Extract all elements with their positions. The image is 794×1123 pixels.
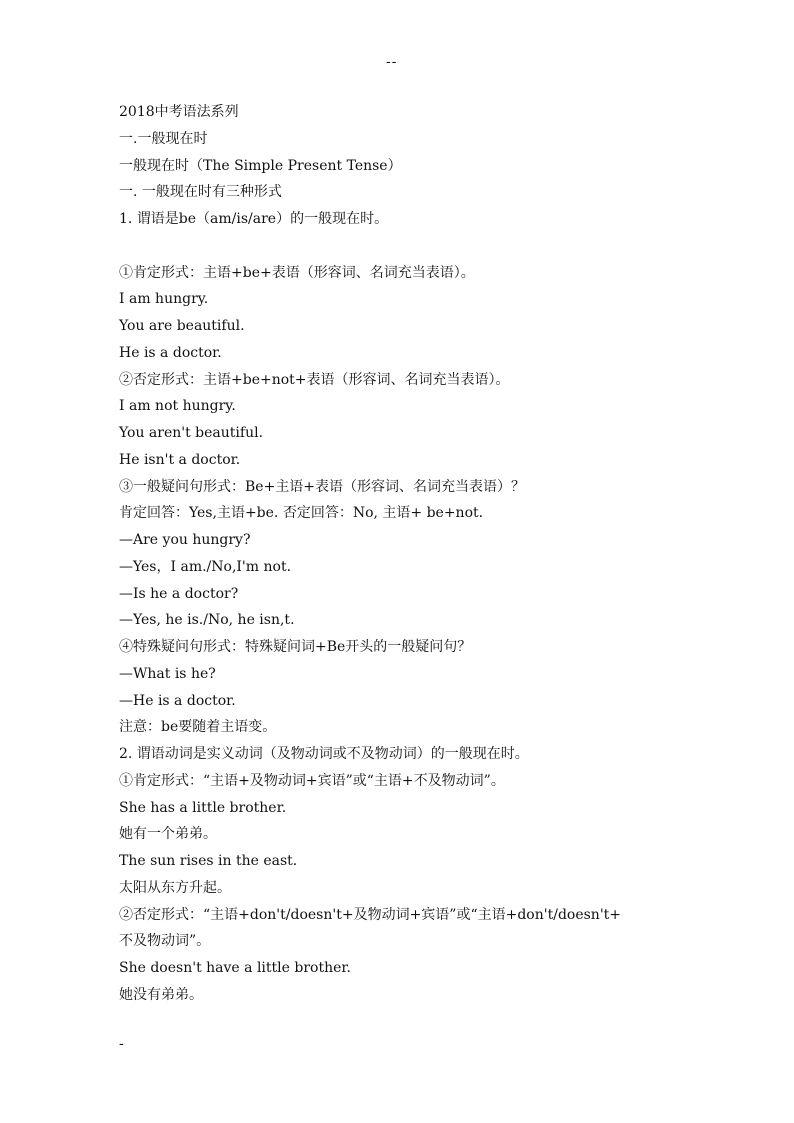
example-sentence: He is a doctor. xyxy=(119,344,222,361)
example-translation: 太阳从东方升起。 xyxy=(119,879,231,896)
example-sentence: I am hungry. xyxy=(119,291,209,308)
document-body xyxy=(119,99,699,1009)
example-sentence: The sun rises in the east. xyxy=(119,853,298,869)
example-sentence: You aren't beautiful. xyxy=(119,425,264,441)
example-sentence: You are beautiful. xyxy=(119,318,245,334)
rule-special-question: ④特殊疑问句形式：特殊疑问词+Be开头的一般疑问句？ xyxy=(119,639,472,655)
example-translation: 她没有弟弟。 xyxy=(119,986,203,1003)
rule-heading-2: 2. 谓语动词是实义动词（及物动词或不及物动词）的一般现在时。 xyxy=(119,746,529,762)
document-title: 2018中考语法系列 xyxy=(119,104,239,120)
subsection-heading: 一. 一般现在时有三种形式 xyxy=(119,184,282,201)
dialogue-line: —Yes，I am./No,I'm not. xyxy=(119,558,292,575)
note-line: 注意：be要随着主语变。 xyxy=(119,719,277,736)
dialogue-line: —Are you hungry? xyxy=(119,532,251,548)
page-header-mark: -- xyxy=(386,54,398,70)
rule-negative-continued: 不及物动词”。 xyxy=(119,933,211,950)
rule-question: ③一般疑问句形式：Be+主语+表语（形容词、名词充当表语）？ xyxy=(119,478,526,495)
dialogue-line: —He is a doctor. xyxy=(119,692,236,709)
example-sentence: She has a little brother. xyxy=(119,799,287,816)
rule-affirmative: ①肯定形式：“主语+及物动词+宾语”或“主语+不及物动词”。 xyxy=(119,772,505,789)
example-sentence: I am not hungry. xyxy=(119,398,236,415)
rule-negative: ②否定形式：主语+be+not+表语（形容词、名词充当表语）。 xyxy=(119,371,510,388)
topic-heading: 一般现在时（The Simple Present Tense） xyxy=(119,157,402,174)
rule-negative: ②否定形式：“主语+don't/doesn't+及物动词+宾语”或“主语+don't/doesn't+ xyxy=(119,906,622,923)
example-sentence: She doesn't have a little brother. xyxy=(119,960,351,976)
dialogue-line: —Is he a doctor? xyxy=(119,585,239,602)
page-footer-mark: - xyxy=(119,1036,124,1052)
section-heading: 一.一般现在时 xyxy=(119,130,208,147)
example-sentence: He isn't a doctor. xyxy=(119,451,241,468)
blank-line xyxy=(119,233,699,260)
rule-answers: 肯定回答：Yes,主语+be. 否定回答：No, 主语+ be+not. xyxy=(119,505,484,522)
dialogue-line: —What is he? xyxy=(119,665,216,682)
rule-heading-1: 1. 谓语是be（am/is/are）的一般现在时。 xyxy=(119,211,389,227)
dialogue-line: —Yes, he is./No, he isn,t. xyxy=(119,612,295,629)
example-translation: 她有一个弟弟。 xyxy=(119,826,217,843)
rule-affirmative: ①肯定形式：主语+be+表语（形容词、名词充当表语）。 xyxy=(119,264,475,281)
